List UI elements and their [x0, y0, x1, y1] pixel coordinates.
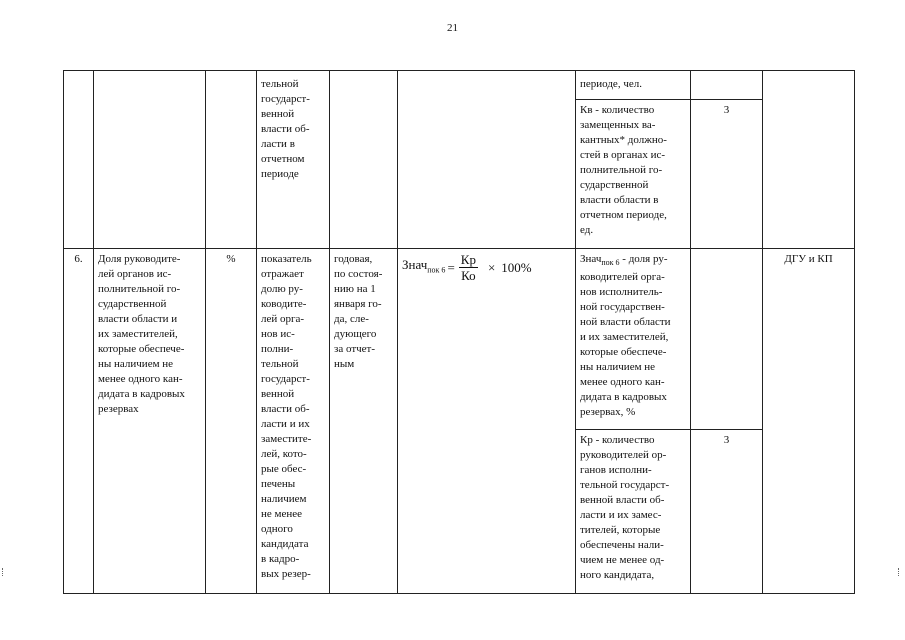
- table-row: [64, 249, 855, 430]
- formula-lhs: Знач$_{пок 6}$: [402, 257, 446, 275]
- formula-numerator: Кр: [460, 252, 476, 267]
- indicator-table: [63, 70, 855, 594]
- cell-weight-prev-tail: [691, 71, 763, 100]
- formula-times: ×: [487, 260, 496, 275]
- cell-unit: %: [206, 249, 257, 594]
- formula-fraction: [459, 252, 478, 283]
- cell-responsible-cont: [763, 71, 855, 249]
- formula-denominator: Ко: [461, 268, 476, 283]
- cell-description-cont: тельной государст- венной власти об- ласти в отчетном периоде: [257, 71, 330, 249]
- formula-percent: 100%: [501, 260, 532, 275]
- cell-formula-cont: [398, 71, 576, 249]
- page-number: 21: [447, 22, 458, 34]
- cell-periodicity-cont: [330, 71, 398, 249]
- table-row: [64, 71, 855, 100]
- cell-variable-kv: Кв - количество замещенных ва- кантных* должно- стей в органах ис- полнительной го- сударственной власти области в отчетном периоде, ед.: [576, 100, 691, 249]
- variable-value-name: Знач: [580, 253, 602, 265]
- cell-responsible: ДГУ и КП: [763, 249, 855, 594]
- cell-variable-kr: Кр - количество руководителей ор- ганов исполни- тельной государст- венной власти об- ласти и их замес- тителей, которые обеспечены нали- чием не менее од- ного кандидата,: [576, 430, 691, 594]
- cell-weight-value: [691, 249, 763, 430]
- formula-equals: =: [447, 260, 455, 275]
- variable-value-text: - доля ру- ководителей орга- нов исполнитель- ной государствен- ной власти области и их заместителей, которые обеспече- ны наличием не менее одного кан- дидата в кадровых резервах, %: [580, 253, 671, 419]
- cell-variable-prev-tail: периоде, чел.: [576, 71, 691, 100]
- cell-indicator-name: Доля руководите- лей органов ис- полнительной го- сударственной власти области и их заместителей, которые обеспече- ны наличием не менее одного кан- дидата в кадровых резервах: [94, 249, 206, 594]
- cell-description: показатель отражает долю ру- ководите- лей орга- нов ис- полни- тельной государст- венной власти об- ласти и их заместите- лей, кото- рые обес- печены наличием не менее одного кандидата в кадро- вых резер-: [257, 249, 330, 594]
- formula-lhs-subscript: пок 6: [427, 265, 446, 275]
- cell-variable-value: [576, 249, 691, 430]
- formula: [402, 252, 571, 283]
- left-edge-mark: [2, 568, 6, 576]
- variable-value-subscript: пок 6: [601, 258, 620, 268]
- cell-name-cont: [94, 71, 206, 249]
- right-edge-mark: [898, 568, 902, 576]
- cell-unit-cont: [206, 71, 257, 249]
- cell-formula: [398, 249, 576, 594]
- cell-number: 6.: [64, 249, 94, 594]
- cell-weight-kr: 3: [691, 430, 763, 594]
- cell-weight-kv: 3: [691, 100, 763, 249]
- cell-periodicity: годовая, по состоя- нию на 1 января го- да, сле- дующего за отчет- ным: [330, 249, 398, 594]
- cell-number-cont: [64, 71, 94, 249]
